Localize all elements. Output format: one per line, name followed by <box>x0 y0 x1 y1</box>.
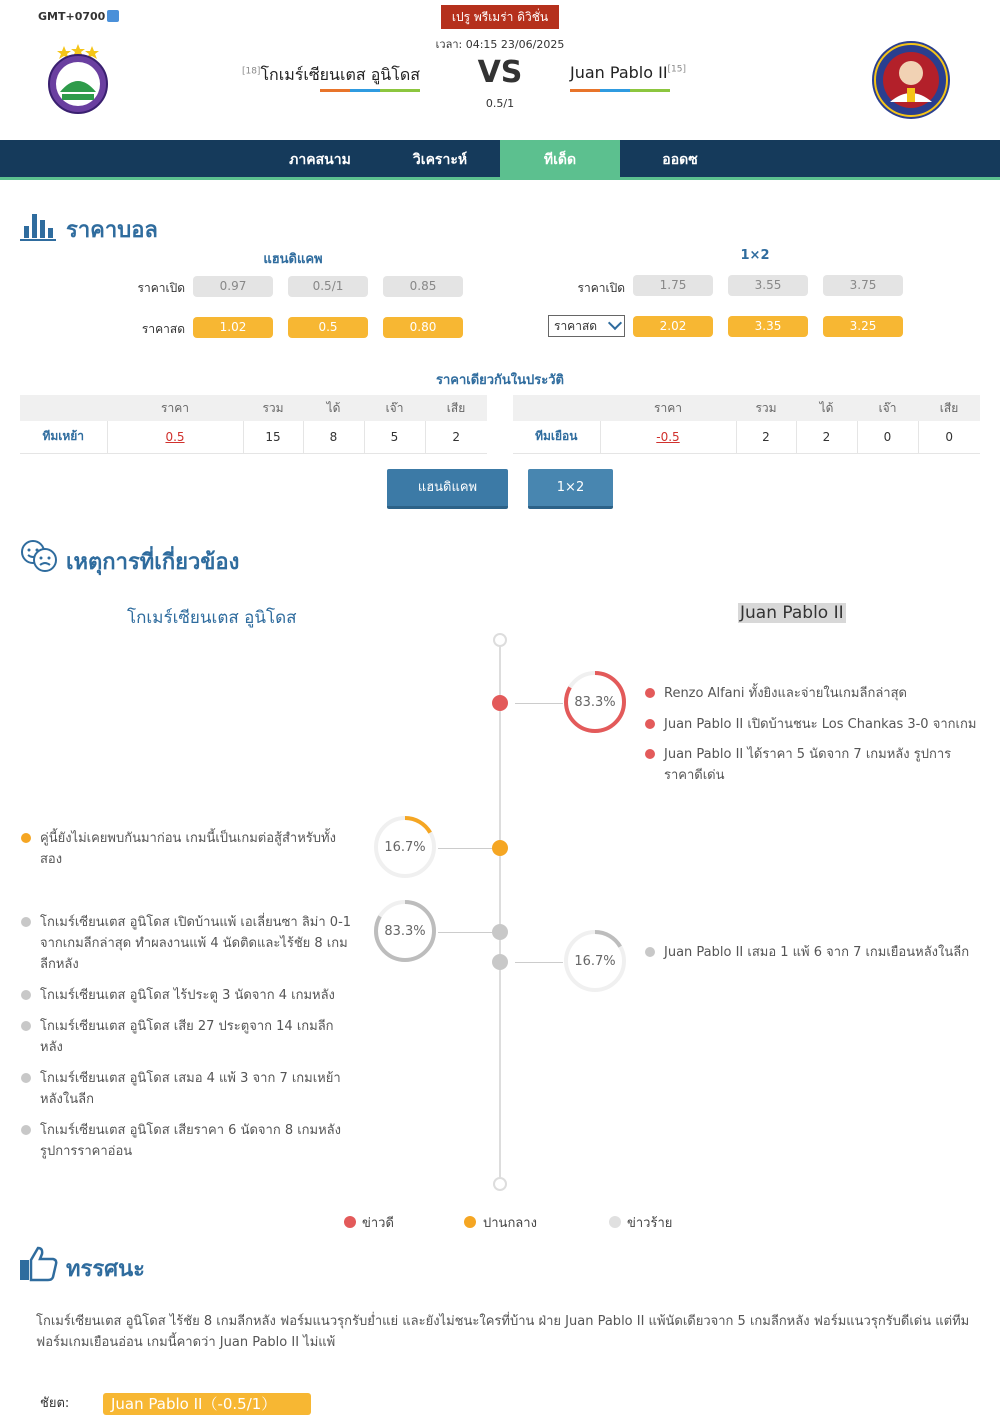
bar-chart-icon <box>20 210 56 242</box>
col-draw: เจ๊า <box>364 395 425 421</box>
home-history-price[interactable]: 0.5 <box>107 421 243 453</box>
handicap-open-line: 0.5/1 <box>288 276 368 297</box>
header-handicap: 0.5/1 <box>485 97 515 110</box>
percent-neutral: 16.7% <box>384 840 426 855</box>
handicap-live-label: ราคาสด <box>141 322 185 336</box>
handicap-open-label: ราคาเปิด <box>137 281 185 295</box>
home-team-name[interactable]: [18]โกเมร์เซียนเตส อูนิโดส <box>241 65 420 84</box>
view-section-title: ทรรศนะ <box>66 1257 145 1282</box>
event-item: โกเมร์เซียนเตส อูนิโดส เสีย 27 ประตูจาก 14 เกมลีก หลัง <box>40 1019 334 1055</box>
timeline-dot-neutral <box>492 840 508 856</box>
nav-tab-analysis[interactable]: วิเคราะห์ <box>412 152 468 168</box>
home-team-logo <box>46 42 110 114</box>
handicap-open-home: 0.97 <box>193 276 273 297</box>
event-item: โกเมร์เซียนเตส อูนิโดส ไร้ประตู 3 นัดจาก 4 เกมหลัง <box>40 988 335 1003</box>
col-total: รวม <box>736 395 796 421</box>
percent-bad: 16.7% <box>574 954 616 969</box>
away-history-win: 2 <box>796 421 857 453</box>
timeline-start <box>493 633 507 647</box>
timeline-dot-good <box>492 695 508 711</box>
timeline-axis <box>499 646 501 1180</box>
bullet-good <box>645 719 655 729</box>
timeline-connector <box>438 848 492 849</box>
home-history-win: 8 <box>303 421 364 453</box>
home-history-draw: 5 <box>364 421 425 453</box>
faces-icon <box>20 538 58 574</box>
home-history-table <box>20 395 487 454</box>
x12-title: 1×2 <box>740 248 770 263</box>
col-price: ราคา <box>600 395 736 421</box>
legend-good-marker <box>344 1216 356 1228</box>
bullet-good <box>645 749 655 759</box>
legend-bad: ข่าวร้าย <box>627 1216 673 1231</box>
timeline-connector <box>515 962 563 963</box>
bullet-bad <box>21 1125 31 1135</box>
away-history-team: ทีมเยือน <box>513 421 600 453</box>
odds-type-select[interactable]: ราคาสด <box>548 315 625 337</box>
vs-label: VS <box>477 55 523 90</box>
legend-neutral: ปานกลาง <box>483 1216 537 1231</box>
event-item: คู่นี้ยังไม่เคยพบกันมาก่อน เกมนี้เป็นเกมต่อสู้สำหรับทั้ง สอง <box>40 831 336 867</box>
x12-live-draw: 3.35 <box>728 316 808 337</box>
view-text: โกเมร์เซียนเตส อูนิโดส ไร้ชัย 8 เกมลีกหลัง ฟอร์มแนวรุกรับย่ำแย่ และยังไม่ชนะใครที่บ้าน ฝ่าย Juan Pablo II แพ้นัดเดียวจาก 5 เกมลีกหลัง ฟอร์มแนวรุกรับดีเด่น แต่ทีมฟอร์มเกมเยือนอ่อน เกมนี้คาดว่า Juan Pablo II ไม่แพ้ <box>36 1314 970 1350</box>
bullet-bad <box>21 990 31 1000</box>
x12-live-home: 2.02 <box>633 316 713 337</box>
away-history-price[interactable]: -0.5 <box>600 421 736 453</box>
event-item: โกเมร์เซียนเตส อูนิโดส เสียราคา 6 นัดจาก 8 เกมหลัง รูปการราคาอ่อน <box>40 1123 341 1159</box>
away-team-name[interactable]: Juan Pablo II[15] <box>570 63 687 82</box>
timeline-end <box>493 1177 507 1191</box>
handicap-toggle-button[interactable]: แฮนดิแคพ <box>387 469 508 509</box>
col-total: รวม <box>243 395 303 421</box>
event-item: Juan Pablo II เปิดบ้านชนะ Los Chankas 3-0 จากเกม <box>664 717 977 732</box>
home-history-total: 15 <box>243 421 303 453</box>
handicap-open-away: 0.85 <box>383 276 463 297</box>
legend-bad-marker <box>609 1216 621 1228</box>
legend-good: ข่าวดี <box>362 1216 394 1231</box>
away-history-table <box>513 395 980 454</box>
timeline-connector <box>438 932 492 933</box>
away-history-total: 2 <box>736 421 796 453</box>
league-badge[interactable]: เปรู พรีเมร่า ดิวิชั่น <box>441 5 559 29</box>
nav-tab-tips[interactable]: ทีเด็ด <box>500 140 620 180</box>
away-history-draw: 0 <box>857 421 918 453</box>
home-team-underline <box>320 89 420 92</box>
tip-value: Juan Pablo II（-0.5/1） <box>103 1393 311 1415</box>
timeline-dot-bad <box>492 954 508 970</box>
col-win: ได้ <box>303 395 364 421</box>
tip-label: ชัยต: <box>40 1396 70 1411</box>
x12-open-label: ราคาเปิด <box>577 281 625 295</box>
timeline-connector <box>515 703 563 704</box>
event-item: Juan Pablo II เสมอ 1 แพ้ 6 จาก 7 เกมเยือนหลังในลีก <box>664 945 970 960</box>
bullet-bad <box>21 1021 31 1031</box>
event-item: Renzo Alfani ทั้งยิงและจ่ายในเกมลีกล่าสุด <box>664 686 907 701</box>
col-win: ได้ <box>796 395 857 421</box>
x12-live-away: 3.25 <box>823 316 903 337</box>
bullet-bad <box>645 947 655 957</box>
clock-icon[interactable] <box>107 10 119 22</box>
away-history-lose: 0 <box>918 421 980 453</box>
col-draw: เจ๊า <box>857 395 918 421</box>
events-section-title: เหตุการที่เกี่ยวข้อง <box>66 550 240 575</box>
main-nav <box>0 140 1000 180</box>
away-team-underline <box>570 89 670 92</box>
home-history-lose: 2 <box>425 421 487 453</box>
timeline-dot-bad <box>492 924 508 940</box>
handicap-title: แฮนดิแคพ <box>263 252 323 267</box>
table-row <box>513 421 980 453</box>
bullet-neutral <box>21 833 31 843</box>
history-title: ราคาเดียวกันในประวัติ <box>435 373 565 388</box>
bullet-bad <box>21 917 31 927</box>
percent-bad: 83.3% <box>384 924 426 939</box>
col-lose: เสีย <box>425 395 487 421</box>
odds-section-title: ราคาบอล <box>66 218 158 243</box>
legend-neutral-marker <box>464 1216 476 1228</box>
match-time: เวลา: 04:15 23/06/2025 <box>435 38 565 51</box>
handicap-live-home: 1.02 <box>193 317 273 338</box>
x12-open-draw: 3.55 <box>728 275 808 296</box>
chevron-down-icon <box>608 316 622 330</box>
x12-toggle-button[interactable]: 1×2 <box>528 469 613 509</box>
x12-open-home: 1.75 <box>633 275 713 296</box>
nav-tab-field[interactable]: ภาคสนาม <box>289 152 351 168</box>
handicap-live-line: 0.5 <box>288 317 368 338</box>
percent-good: 83.3% <box>574 695 616 710</box>
x12-open-away: 3.75 <box>823 275 903 296</box>
home-history-team: ทีมเหย้า <box>20 421 107 453</box>
col-price: ราคา <box>107 395 243 421</box>
event-item: โกเมร์เซียนเตส อูนิโดส เปิดบ้านแพ้ เอเลี่ยนซา ลิม่า 0-1 จากเกมลีกล่าสุด ทำผลงานแพ้ 4 นัดติดและไร้ชัย 8 เกมลีกหลัง <box>40 915 352 972</box>
nav-tab-odds[interactable]: ออดซ <box>662 152 698 168</box>
col-lose: เสีย <box>918 395 980 421</box>
handicap-live-away: 0.80 <box>383 317 463 338</box>
event-item: Juan Pablo II ได้ราคา 5 นัดจาก 7 เกมหลัง รูปการ ราคาดีเด่น <box>664 747 952 783</box>
timezone-label: GMT+0700 <box>38 10 119 23</box>
bullet-bad <box>21 1073 31 1083</box>
events-home-team: โกเมร์เซียนเตส อูนิโดส <box>127 608 297 628</box>
events-away-team: Juan Pablo II <box>740 603 844 623</box>
bullet-good <box>645 688 655 698</box>
away-team-logo <box>870 40 952 120</box>
event-item: โกเมร์เซียนเตส อูนิโดส เสมอ 4 แพ้ 3 จาก 7 เกมเหย้า หลังในลีก <box>40 1071 341 1107</box>
thumbs-up-icon <box>20 1246 58 1282</box>
table-row <box>20 421 487 453</box>
